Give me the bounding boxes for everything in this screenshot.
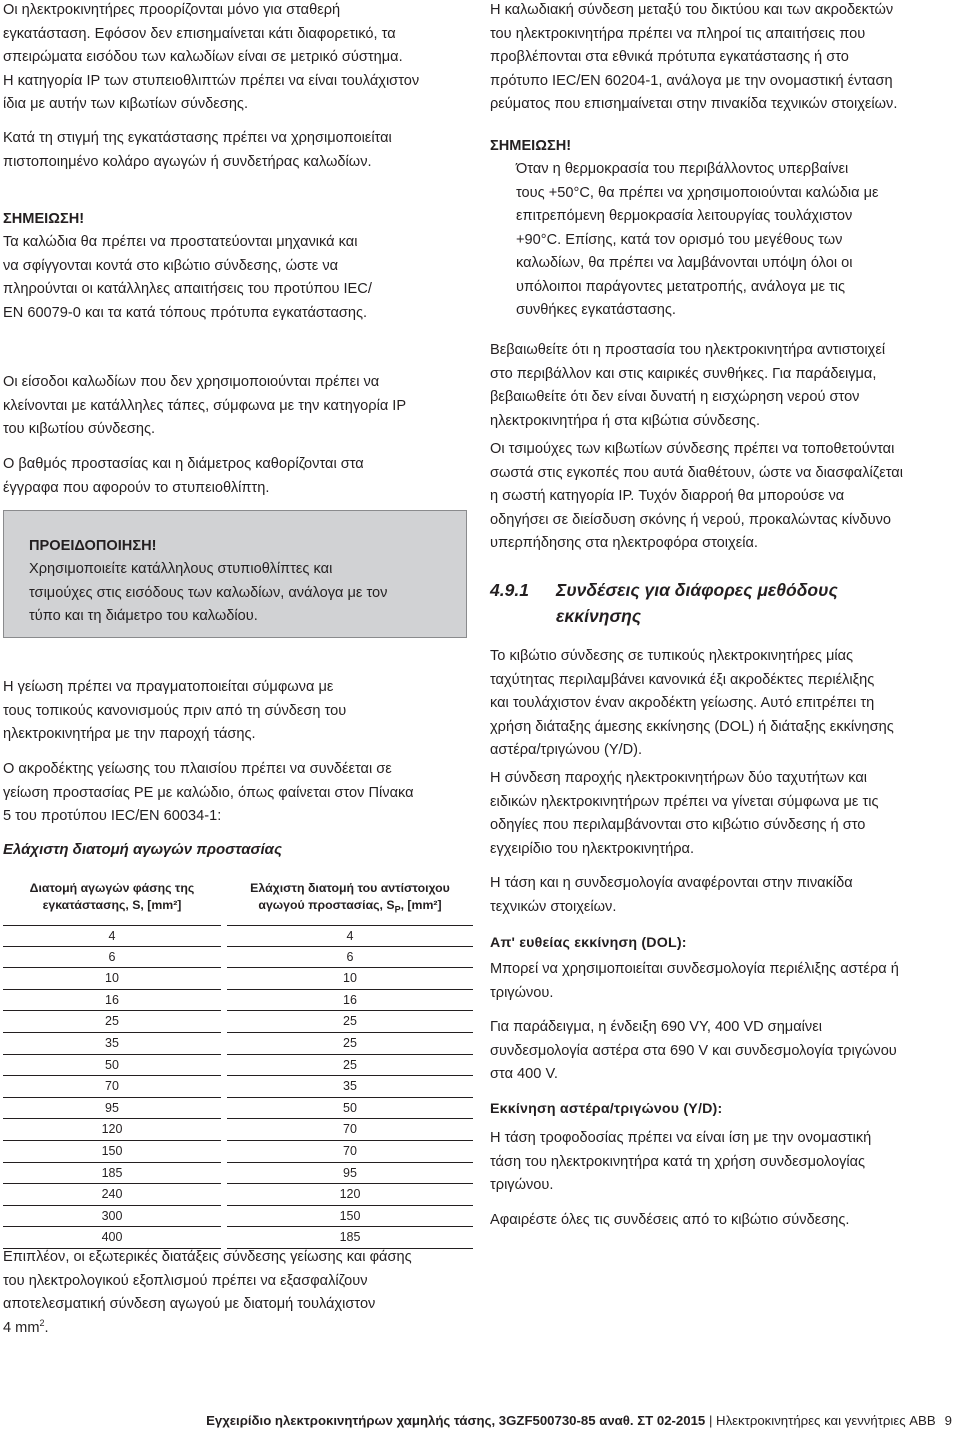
table-cell-phase: 150 [3, 1141, 221, 1163]
table-cell-phase: 16 [3, 990, 221, 1012]
table-cell-phase: 95 [3, 1098, 221, 1120]
table-cell-protective: 25 [227, 1033, 473, 1055]
table-row [3, 1076, 473, 1098]
paragraph-seals: Οι τσιμούχες των κιβωτίων σύνδεσης πρέπει να τοποθετούνται σωστά στις εγκοπές που αυτά διαθέτουν, ώστε να διασφαλίζεται η σωστή κατηγορία IP. Τυχόν διαρροή θα μπορούσε να οδηγήσει σε διείσδυση σκόνης ή νερού, προκαλώντας κίνδυνο υπερπήδησης στα ηλεκτροφόρα στοιχεία. [490, 441, 903, 551]
paragraph-fixed-installation: Οι ηλεκτροκινητήρες προορίζονται μόνο για σταθερή εγκατάσταση. Εφόσον δεν επισημαίνεται κάτι διαφορετικό, τα σπειρώματα εισόδου των καλωδίων είναι σε μετρικό σύστημα. Η κατηγορία IP των στυπειοθλιπτών πρέπει να είναι τουλάχιστον ίδια με αυτήν των κιβωτίων σύνδεσης. [3, 2, 420, 112]
table-cell-protective: 185 [227, 1227, 473, 1249]
table-cell-phase: 25 [3, 1011, 221, 1033]
table-row [3, 1098, 473, 1120]
table-row [3, 1011, 473, 1033]
yd-heading: Εκκίνηση αστέρα/τριγώνου (Y/D): [490, 1101, 723, 1117]
table-row [3, 947, 473, 969]
table-cell-protective: 4 [227, 925, 473, 947]
paragraph-two-speed: Η σύνδεση παροχής ηλεκτροκινητήρων δύο ταχυτήτων και ειδικών ηλεκτροκινητήρων πρέπει να γίνεται σύμφωνα με τις οδηγίες που περιλαμβάνονται στο κιβώτιο σύνδεσης ή στο εγχειρίδιο του ηλεκτροκινητήρα. [490, 770, 879, 857]
footer-separator: | [705, 1413, 717, 1428]
table-cell-protective: 50 [227, 1098, 473, 1120]
paragraph-example: Για παράδειγμα, η ένδειξη 690 VY, 400 VD σημαίνει συνδεσμολογία αστέρα στα 690 V και συνδεσμολογία τριγώνου στα 400 V. [490, 1019, 897, 1082]
paragraph-protection-degree: Ο βαθμός προστασίας και η διάμετρος καθορίζονται στα έγγραφα που αφορούν το στυπειοθλίπτη. [3, 456, 364, 496]
paragraph-remove-links: Αφαιρέστε όλες τις συνδέσεις από το κιβώτιο σύνδεσης. [490, 1212, 850, 1228]
table-row [3, 1206, 473, 1228]
table-cell-protective: 35 [227, 1076, 473, 1098]
warning-body: Χρησιμοποιείτε κατάλληλους στυπιοθλίπτες και τσιμούχες στις εισόδους των καλωδίων, ανάλογα με τον τύπο και τη διάμετρο του καλωδίου. [29, 561, 388, 624]
table-cell-phase: 240 [3, 1184, 221, 1206]
table-row [3, 1055, 473, 1077]
page-footer [0, 1412, 952, 1430]
footer-subtitle: Ηλεκτροκινητήρες και γεννήτριες ABB [716, 1413, 936, 1428]
table-row [3, 1141, 473, 1163]
table-cell-phase: 10 [3, 968, 221, 990]
table-title: Ελάχιστη διατομή αγωγών προστασίας [3, 841, 282, 858]
table-cell-phase: 35 [3, 1033, 221, 1055]
warning-box [3, 510, 467, 638]
table-cell-protective: 6 [227, 947, 473, 969]
table-cell-phase: 50 [3, 1055, 221, 1077]
table-cell-phase: 4 [3, 925, 221, 947]
table-row [3, 1184, 473, 1206]
paragraph-cabling: Η καλωδιακή σύνδεση μεταξύ του δικτύου και των ακροδεκτών του ηλεκτροκινητήρα πρέπει να πληροί τις απαιτήσεις που προβλέπονται στα εθνικά πρότυπα εγκατάστασης ή στο πρότυπο IEC/EN 60204-1, ανάλογα με την ονομαστική ένταση ρεύματος που επισημαίνεται στην πινακίδα τεχνικών στοιχείων. [490, 2, 898, 112]
paragraph-motor-protection: Βεβαιωθείτε ότι η προστασία του ηλεκτροκινητήρα αντιστοιχεί στο περιβάλλον και στις καιρικές συνθήκες. Για παράδειγμα, βεβαιωθείτε ότι δεν είναι δυνατή η εισχώρηση νερού στον ηλεκτροκινητήρα ή στα κιβώτια σύνδεσης. [490, 342, 886, 429]
table-cell-phase: 6 [3, 947, 221, 969]
table-cell-protective: 70 [227, 1141, 473, 1163]
table-cell-phase: 185 [3, 1163, 221, 1185]
section-title-line-2: εκκίνησης [556, 606, 642, 626]
paragraph-terminal-box: Το κιβώτιο σύνδεσης σε τυπικούς ηλεκτροκινητήρες μίας ταχύτητας περιλαμβάνει κανονικά έξι ακροδέκτες περιέλιξης και τουλάχιστον έναν ακροδέκτη γείωσης. Αυτό επιτρέπει τη χρήση διάταξης άμεσης εκκίνησης (DOL) ή διάταξης εκκίνησης αστέρα/τριγώνου (Y/D). [490, 648, 894, 758]
table-cell-protective: 95 [227, 1163, 473, 1185]
table-header-protective: Ελάχιστη διατομή του αντίστοιχου αγωγού προστασίας, $S_P$, [mm²] [250, 881, 450, 915]
paragraph-earth-terminal: Ο ακροδέκτης γείωσης του πλαισίου πρέπει να συνδέεται σε γείωση προστασίας PE με καλώδιο, όπως φαίνεται στον Πίνακα 5 του προτύπου IEC/EN 60034-1: [3, 761, 414, 824]
paragraph-yd: Η τάση τροφοδοσίας πρέπει να είναι ίση με την ονομαστική τάση του ηλεκτροκινητήρα κατά τη χρήση συνδεσμολογίας τριγώνου. [490, 1130, 872, 1193]
paragraph-voltage: Η τάση και η συνδεσμολογία αναφέρονται στην πινακίδα τεχνικών στοιχείων. [490, 875, 853, 915]
note-body: Τα καλώδια θα πρέπει να προστατεύονται μηχανικά και να σφίγγονται κοντά στο κιβώτιο σύνδεσης, ώστε να πληρούνται οι κατάλληλες απαιτήσεις του προτύπου IEC/ EN 60079-0 και τα κατά τόπους πρότυπα εγκατάστασης. [3, 234, 372, 321]
table-cell-protective: 25 [227, 1055, 473, 1077]
table-row [3, 968, 473, 990]
table-cell-protective: 70 [227, 1119, 473, 1141]
section-title-line-1: Συνδέσεις για διάφορες μεθόδους [556, 580, 838, 600]
section-heading [490, 577, 958, 629]
table-cell-protective: 150 [227, 1206, 473, 1228]
paragraph-earthing: Η γείωση πρέπει να πραγματοποιείται σύμφωνα με τους τοπικούς κανονισμούς πριν από τη σύνδεση του ηλεκτροκινητήρα με την παροχή τάσης. [3, 679, 347, 742]
table-cell-protective: 10 [227, 968, 473, 990]
table-cell-protective: 120 [227, 1184, 473, 1206]
section-number: 4.9.1 [490, 580, 529, 600]
paragraph-unused-entries: Οι είσοδοι καλωδίων που δεν χρησιμοποιούνται πρέπει να κλείνονται με κατάλληλες τάπες, σύμφωνα με την κατηγορία IP του κιβωτίου σύνδεσης. [3, 374, 407, 437]
table-row [3, 1163, 473, 1185]
table-row [3, 1119, 473, 1141]
table-cell-protective: 25 [227, 1011, 473, 1033]
page-number: 9 [944, 1413, 952, 1428]
paragraph-external-connections: Επιπλέον, οι εξωτερικές διατάξεις σύνδεσης γείωσης και φάσης του ηλεκτρολογικού εξοπλισμού πρέπει να εξασφαλίζουν αποτελεσματική σύνδεση αγωγού με διατομή τουλάχιστον 4 $mm^2$. [3, 1249, 412, 1336]
table-header-phase: Διατομή αγωγών φάσης της εγκατάστασης, S, [mm²] [29, 881, 195, 912]
table-cell-phase: 120 [3, 1119, 221, 1141]
table-cell-protective: 16 [227, 990, 473, 1012]
table-cell-phase: 70 [3, 1076, 221, 1098]
paragraph-dol: Μπορεί να χρησιμοποιείται συνδεσμολογία περιέλιξης αστέρα ή τριγώνου. [490, 961, 899, 1001]
table-cell-phase: 400 [3, 1227, 221, 1249]
note-body-right: Όταν η θερμοκρασία του περιβάλλοντος υπερβαίνει τους +50°C, θα πρέπει να χρησιμοποιούνται καλώδια με επιτρεπόμενη θερμοκρασία λειτουργίας τουλάχιστον +90°C. Επίσης, κατά τον ορισμό του μεγέθους των καλωδίων, θα πρέπει να λαμβάνονται υπόψη όλοι οι υπόλοιποι παράγοντες μετατροπής, ανάλογα με τις συνθήκες εγκατάστασης. [516, 161, 879, 318]
table-row [3, 925, 473, 947]
warning-label: ΠΡΟΕΙΔΟΠΟΙΗΣΗ! [29, 538, 157, 554]
dol-heading: Απ' ευθείας εκκίνηση (DOL): [490, 935, 687, 951]
footer-title: Εγχειρίδιο ηλεκτροκινητήρων χαμηλής τάσης, 3GZF500730-85 αναθ. ΣΤ 02-2015 [206, 1413, 706, 1428]
note-label-right: ΣΗΜΕΙΩΣΗ! [490, 138, 572, 154]
table-cell-phase: 300 [3, 1206, 221, 1228]
table-row [3, 1033, 473, 1055]
note-label: ΣΗΜΕΙΩΣΗ! [3, 211, 85, 227]
paragraph-cable-clamp: Κατά τη στιγμή της εγκατάστασης πρέπει να χρησιμοποιείται πιστοποιημένο κολάρο αγωγών ή συνδετήρας καλωδίων. [3, 130, 392, 170]
table-row [3, 990, 473, 1012]
